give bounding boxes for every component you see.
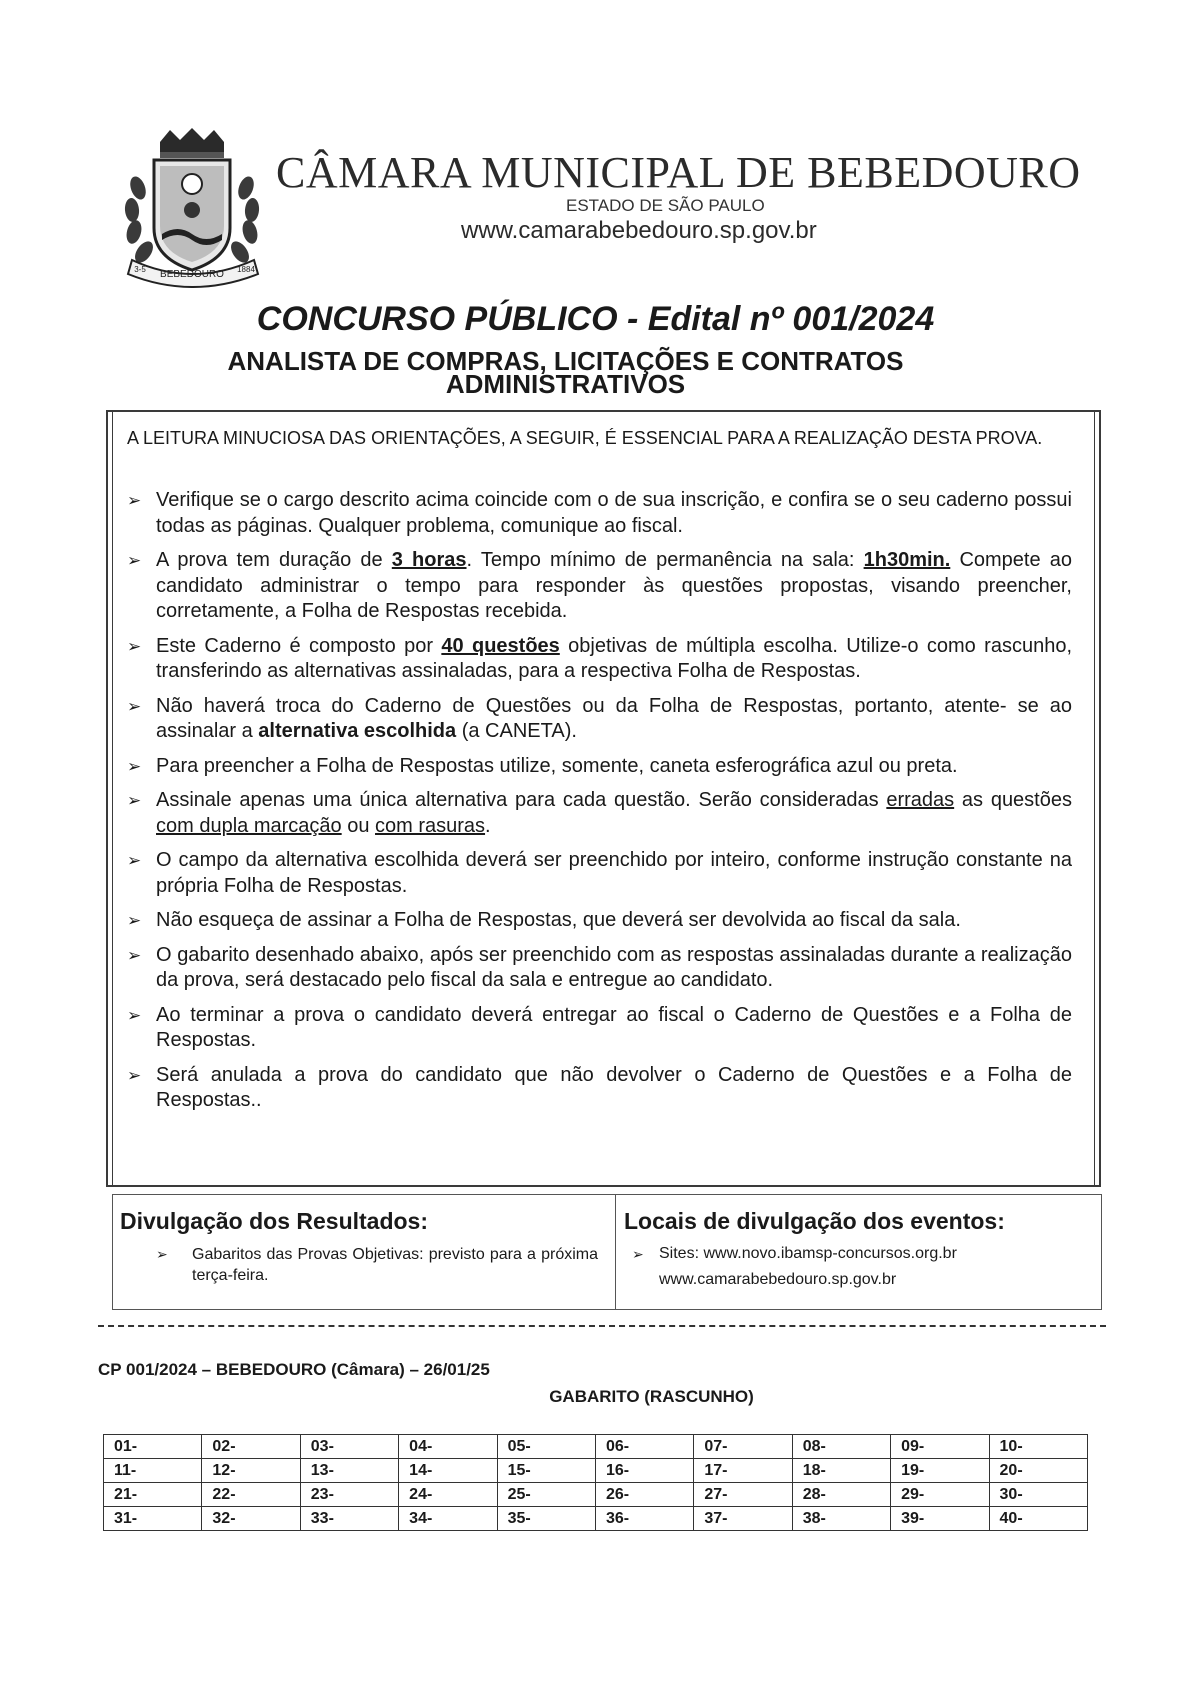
answer-cell[interactable]: 01- (104, 1435, 202, 1459)
answer-cell[interactable]: 35- (497, 1507, 595, 1531)
locations-site-1[interactable]: Sites: www.novo.ibamsp-concursos.org.br (659, 1245, 957, 1262)
instruction-item: ➢ O campo da alternativa escolhida deverá ser preenchido por inteiro, conforme instrução constante na própria Folha de Respostas. (127, 849, 1072, 897)
answer-cell[interactable]: 17- (694, 1459, 792, 1483)
arrow-bullet-icon: ➢ (127, 791, 142, 810)
exam-title: CONCURSO PÚBLICO - Edital nº 001/2024 (256, 300, 935, 338)
crest-left-year: 3-5 (134, 265, 146, 274)
answer-cell[interactable]: 16- (595, 1459, 693, 1483)
answer-key-title: GABARITO (RASCUNHO) (549, 1387, 754, 1406)
instruction-item: ➢ Este Caderno é composto por 40 questões objetivas de múltipla escolha. Utilize-o como rascunho, transferindo as alternativas assinaladas, para a respectiva Folha de Respostas. (127, 634, 1072, 682)
arrow-bullet-icon: ➢ (127, 911, 142, 930)
answer-cell[interactable]: 22- (202, 1483, 300, 1507)
coat-of-arms-logo (118, 128, 268, 288)
answer-cell[interactable]: 34- (399, 1507, 497, 1531)
answer-cell[interactable]: 08- (792, 1435, 890, 1459)
results-item: ➢ Gabaritos das Provas Objetivas: previsto para a próxima terça-feira. (156, 1246, 598, 1284)
arrow-bullet-icon: ➢ (127, 945, 142, 965)
answer-cell[interactable]: 12- (202, 1459, 300, 1483)
arrow-bullet-icon: ➢ (127, 851, 142, 870)
answer-key-table (103, 1434, 1088, 1531)
answer-key-row (104, 1483, 1088, 1507)
instruction-item: ➢ Será anulada a prova do candidato que não devolver o Caderno de Questões e a Folha de Respostas.. (127, 1063, 1072, 1111)
answer-key-row (104, 1435, 1088, 1459)
arrow-bullet-icon: ➢ (156, 1246, 168, 1262)
crest-right-year: 1884 (237, 265, 255, 274)
answer-cell[interactable]: 11- (104, 1459, 202, 1483)
arrow-bullet-icon: ➢ (127, 1065, 142, 1085)
answer-cell[interactable]: 19- (891, 1459, 989, 1483)
locations-item (632, 1241, 957, 1293)
answer-cell[interactable]: 26- (595, 1483, 693, 1507)
answer-cell[interactable]: 09- (891, 1435, 989, 1459)
instruction-item: ➢ Não haverá troca do Caderno de Questões ou da Folha de Respostas, portanto, atente- se ao assinalar a alternativa escolhida (a CANETA). (127, 694, 1072, 742)
min-time-emphasis: 1h30min. (863, 549, 951, 571)
state-label: ESTADO DE SÃO PAULO (566, 196, 765, 215)
arrow-bullet-icon: ➢ (127, 491, 142, 510)
answer-cell[interactable]: 07- (694, 1435, 792, 1459)
arrow-bullet-icon: ➢ (127, 1005, 142, 1025)
answer-cell[interactable]: 27- (694, 1483, 792, 1507)
arrow-bullet-icon: ➢ (127, 636, 142, 656)
answer-cell[interactable]: 36- (595, 1507, 693, 1531)
answer-cell[interactable]: 33- (300, 1507, 398, 1531)
answer-cell[interactable]: 29- (891, 1483, 989, 1507)
answer-cell[interactable]: 40- (989, 1507, 1087, 1531)
cut-here-line (98, 1325, 1106, 1327)
instructions-list (127, 488, 1072, 1123)
answer-cell[interactable]: 28- (792, 1483, 890, 1507)
answer-cell[interactable]: 06- (595, 1435, 693, 1459)
answer-cell[interactable]: 31- (104, 1507, 202, 1531)
answer-key-row (104, 1459, 1088, 1483)
answer-cell[interactable]: 24- (399, 1483, 497, 1507)
instruction-item: ➢ Verifique se o cargo descrito acima coincide com o de sua inscrição, e confira se o seu caderno possui todas as páginas. Qualquer problema, comunique ao fiscal. (127, 489, 1072, 537)
role-title-line2: ADMINISTRATIVOS (445, 369, 686, 399)
arrow-bullet-icon: ➢ (127, 551, 142, 570)
answer-cell[interactable]: 38- (792, 1507, 890, 1531)
answer-cell[interactable]: 20- (989, 1459, 1087, 1483)
answer-cell[interactable]: 03- (300, 1435, 398, 1459)
arrow-bullet-icon: ➢ (127, 696, 142, 716)
answer-cell[interactable]: 04- (399, 1435, 497, 1459)
answer-cell[interactable]: 23- (300, 1483, 398, 1507)
answer-cell[interactable]: 32- (202, 1507, 300, 1531)
answer-cell[interactable]: 37- (694, 1507, 792, 1531)
answer-cell[interactable]: 13- (300, 1459, 398, 1483)
org-name: CÂMARA MUNICIPAL DE BEBEDOURO (276, 148, 1081, 197)
instruction-item: ➢ A prova tem duração de 3 horas. Tempo mínimo de permanência na sala: 1h30min. Compete ao candidato administrar o tempo para responder às questões propostas, visando preencher, corretamente, a Folha de Respostas recebida. (127, 549, 1072, 622)
answer-cell[interactable]: 39- (891, 1507, 989, 1531)
instruction-item: ➢ Para preencher a Folha de Respostas utilize, somente, caneta esferográfica azul ou preta. (127, 754, 1072, 780)
answer-key-row (104, 1507, 1088, 1531)
answer-cell[interactable]: 25- (497, 1483, 595, 1507)
chosen-alternative-emphasis: alternativa escolhida (258, 720, 457, 742)
locations-site-2[interactable]: www.camarabebedouro.sp.gov.br (659, 1271, 897, 1288)
results-divider (615, 1194, 616, 1310)
answer-cell[interactable]: 14- (399, 1459, 497, 1483)
duration-emphasis: 3 horas (391, 549, 467, 571)
arrow-bullet-icon: ➢ (632, 1246, 644, 1262)
instruction-item: ➢ Não esqueça de assinar a Folha de Respostas, que deverá ser devolvida ao fiscal da sala. (127, 908, 1072, 934)
arrow-bullet-icon: ➢ (127, 756, 142, 776)
answer-cell[interactable]: 05- (497, 1435, 595, 1459)
answer-cell[interactable]: 21- (104, 1483, 202, 1507)
answer-cell[interactable]: 30- (989, 1483, 1087, 1507)
locations-title: Locais de divulgação dos eventos: (624, 1208, 1005, 1234)
answer-cell[interactable]: 15- (497, 1459, 595, 1483)
instructions-heading: A LEITURA MINUCIOSA DAS ORIENTAÇÕES, A SEGUIR, É ESSENCIAL PARA A REALIZAÇÃO DESTA PROVA. (127, 428, 1043, 448)
instruction-item: ➢ Assinale apenas uma única alternativa para cada questão. Serão consideradas erradas as questões com dupla marcação ou com rasuras. (127, 789, 1072, 837)
role-title-line1: ANALISTA DE COMPRAS, LICITAÇÕES E CONTRATOS (227, 346, 904, 376)
website-link[interactable]: www.camarabebedouro.sp.gov.br (461, 217, 817, 244)
results-title: Divulgação dos Resultados: (120, 1208, 429, 1234)
answer-cell[interactable]: 10- (989, 1435, 1087, 1459)
answer-cell[interactable]: 18- (792, 1459, 890, 1483)
instruction-item: ➢ O gabarito desenhado abaixo, após ser preenchido com as respostas assinaladas durante a realização da prova, será destacado pelo fiscal da sala e entregue ao candidato. (127, 943, 1072, 991)
exam-code-label: CP 001/2024 – BEBEDOURO (Câmara) – 26/01/25 (98, 1360, 490, 1379)
answer-cell[interactable]: 02- (202, 1435, 300, 1459)
crest-ribbon-text: BEBEDOURO (160, 269, 224, 280)
instruction-item: ➢ Ao terminar a prova o candidato deverá entregar ao fiscal o Caderno de Questões e a Folha de Respostas. (127, 1003, 1072, 1051)
questions-count-emphasis: 40 questões (441, 634, 560, 657)
